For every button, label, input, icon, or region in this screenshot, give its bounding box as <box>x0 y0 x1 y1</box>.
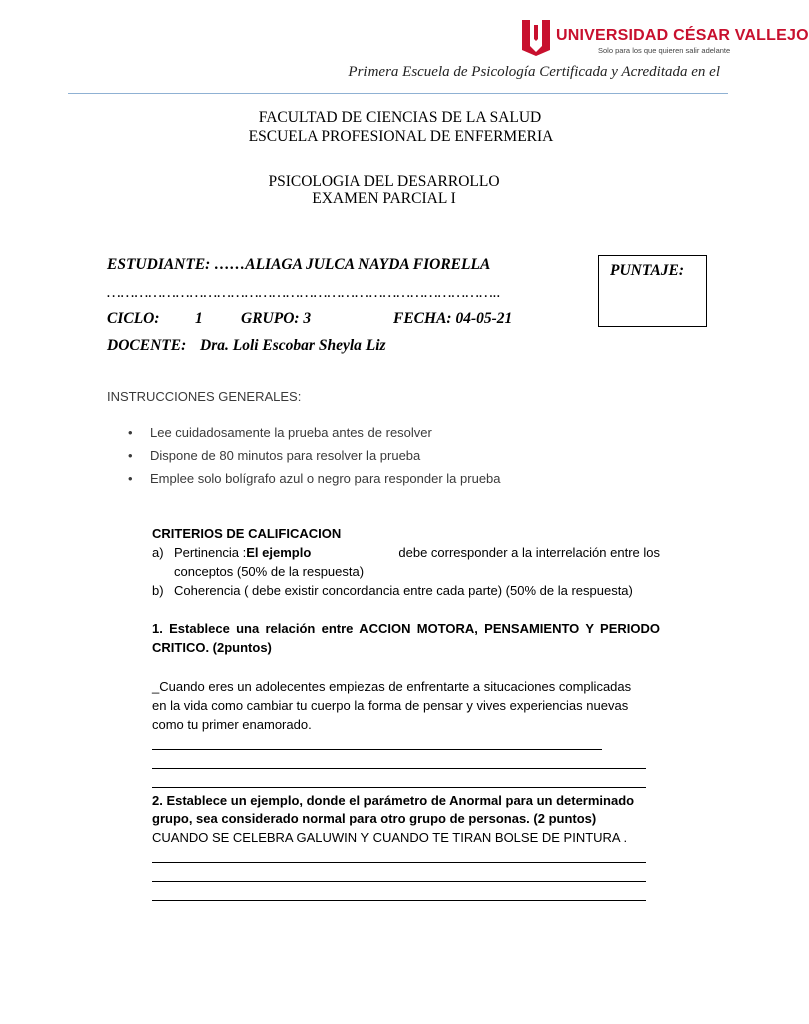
instructions-title: INSTRUCCIONES GENERALES: <box>107 389 302 404</box>
score-label: PUNTAJE: <box>610 262 685 279</box>
docente-name: Dra. Loli Escobar Sheyla Liz <box>200 337 386 354</box>
ciclo-value: 1 <box>195 310 203 327</box>
student-name: ……ALIAGA JULCA NAYDA FIORELLA <box>214 256 491 273</box>
header-divider <box>68 93 728 94</box>
answer-line <box>152 881 646 882</box>
school-title: ESCUELA PROFESIONAL DE ENFERMERIA <box>248 128 554 145</box>
student-dots: ………………………………………………………………………….. <box>107 284 501 301</box>
docente-label: DOCENTE: <box>107 337 187 354</box>
answer-line <box>152 749 602 750</box>
question-2-line2: grupo, sea considerado normal para otro grupo de personas. (2 puntos) <box>152 811 597 826</box>
answer-line <box>152 768 646 769</box>
criteria-a-prefix: a) <box>152 545 164 560</box>
criteria-a <box>174 545 660 560</box>
criteria-a-rest: debe corresponder a la interrelación entre los <box>398 545 660 560</box>
answer-1-line2: en la vida como cambiar tu cuerpo la forma de pensar y vives experiencias nuevas <box>152 698 629 713</box>
university-name: UNIVERSIDAD CÉSAR VALLEJO <box>556 27 809 44</box>
answer-1-line3: como tu primer enamorado. <box>152 717 312 732</box>
criteria-a-label: Pertinencia : <box>174 545 247 560</box>
criteria-a-line2: conceptos (50% de la respuesta) <box>174 564 365 579</box>
answer-line <box>152 900 646 901</box>
student-field <box>107 256 490 274</box>
instruction-item: • Dispone de 80 minutos para resolver la prueba <box>128 448 421 463</box>
header-tagline: Primera Escuela de Psicología Certificada y Acreditada en el <box>348 64 720 80</box>
question-1-line1: 1. Establece una relación entre ACCION MOTORA, PENSAMIENTO Y PERIODO <box>152 621 660 636</box>
faculty-title: FACULTAD DE CIENCIAS DE LA SALUD <box>258 109 542 126</box>
fecha-field: FECHA: 04-05-21 <box>393 310 513 327</box>
grupo-field: GRUPO: 3 <box>241 310 312 327</box>
answer-line <box>152 787 646 788</box>
answer-line <box>152 862 646 863</box>
criteria-b: Coherencia ( debe existir concordancia entre cada parte) (50% de la respuesta) <box>174 583 633 598</box>
criteria-a-bold: El ejemplo <box>246 545 312 560</box>
question-1-line2: CRITICO. (2puntos) <box>152 640 272 655</box>
criteria-title: CRITERIOS DE CALIFICACION <box>152 526 342 541</box>
exam-title: EXAMEN PARCIAL I <box>312 190 456 207</box>
criteria-b-prefix: b) <box>152 583 164 598</box>
instruction-item: • Lee cuidadosamente la prueba antes de resolver <box>128 425 432 440</box>
ciclo-label: CICLO: <box>107 310 160 327</box>
course-name: PSICOLOGIA DEL DESARROLLO <box>268 173 500 190</box>
student-label: ESTUDIANTE: <box>107 256 211 273</box>
answer-2: CUANDO SE CELEBRA GALUWIN Y CUANDO TE TIRAN BOLSE DE PINTURA . <box>152 830 628 845</box>
ucv-logo-icon <box>520 16 552 56</box>
answer-1-line1: _Cuando eres un adolecentes empiezas de enfrentarte a situcaciones complicadas <box>152 679 632 694</box>
university-slogan: Solo para los que quieren salir adelante <box>598 46 731 55</box>
instruction-item: • Emplee solo bolígrafo azul o negro para responder la prueba <box>128 471 501 486</box>
question-2-line1: 2. Establece un ejemplo, donde el parámetro de Anormal para un determinado <box>152 793 635 808</box>
